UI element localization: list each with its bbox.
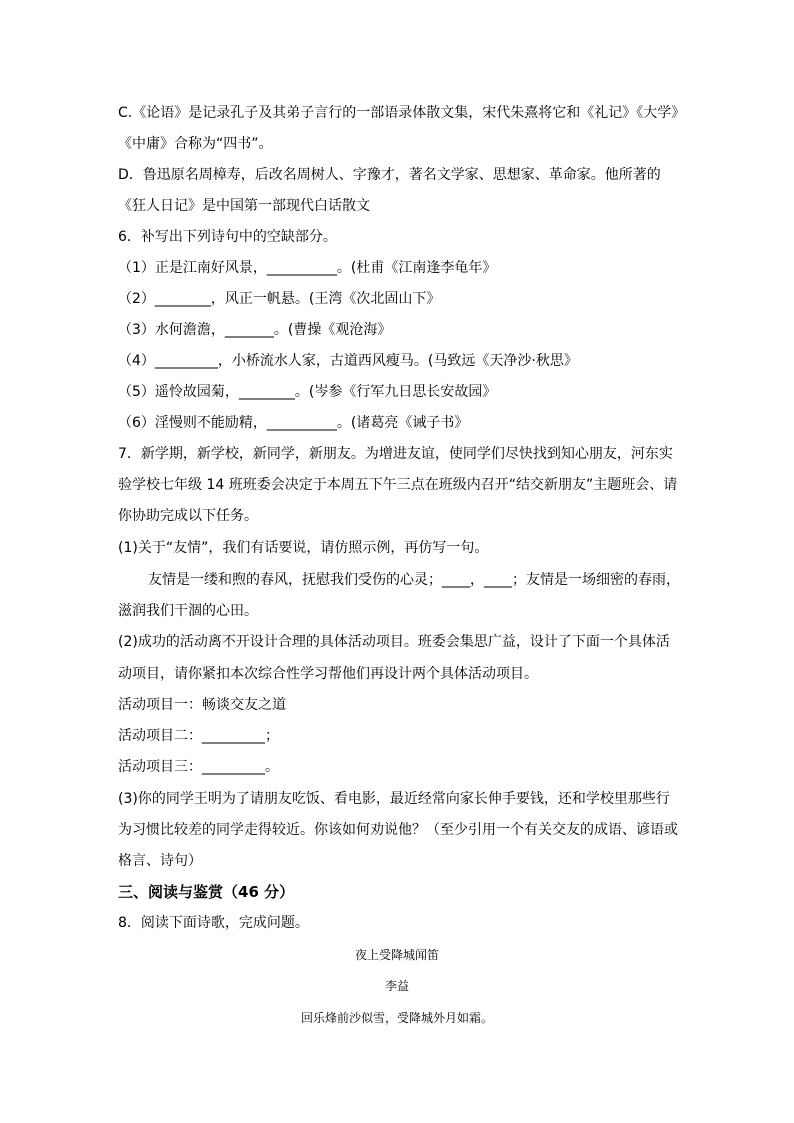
subtask-1: (1)关于“友情”，我们有话要说，请仿照示例，再仿写一句。 [118, 540, 489, 556]
text-line: 你协助完成以下任务。 [118, 508, 258, 524]
text-line: 为习惯比较差的同学走得较近。你该如何劝说他？（至少引用一个有关交友的成语、谚语或 [118, 822, 678, 838]
activity-item-3: 活动项目三：_________。 [118, 759, 279, 775]
poem-fill-3: （3）水何澹澹，_______。(曹操《观沧海》 [118, 322, 392, 338]
example-sentence: 友情是一缕和煦的春风，抚慰我们受伤的心灵；____，____；友情是一场细密的春雨， [148, 572, 680, 588]
section-heading: 三、阅读与鉴赏（46 分） [118, 883, 295, 901]
poem-author: 李益 [384, 979, 409, 993]
text-line: 动项目，请你紧扣本次综合性学习帮他们再设计两个具体活动项目。 [118, 666, 538, 682]
poem-fill-1: （1）正是江南好风景，__________。(杜甫《江南逢李龟年》 [118, 260, 497, 276]
poem-fill-6: （6）淫慢则不能励精，__________。(诸葛亮《诫子书》 [118, 415, 469, 431]
activity-item-1: 活动项目一：畅谈交友之道 [118, 697, 286, 713]
text-line: 格言、诗句） [118, 853, 202, 869]
activity-item-2: 活动项目二：_________； [118, 728, 279, 744]
poem-fill-2: （2）________，风正一帆悬。(王湾《次北固山下》 [118, 291, 441, 307]
text-line: 《中庸》合称为“四书”。 [118, 136, 273, 152]
text-line: 滋润我们干涸的心田。 [118, 603, 258, 619]
question-7-title: 7．新学期，新学校，新同学，新朋友。为增进友谊，使同学们尽快找到知心朋友，河东实 [118, 446, 673, 462]
text-line: C.《论语》是记录孔子及其弟子言行的一部语录体散文集，宋代朱熹将它和《礼记》《大学》 [118, 105, 686, 121]
subtask-3: (3)你的同学王明为了请朋友吃饭、看电影，最近经常向家长伸手要钱，还和学校里那些行 [118, 791, 670, 807]
text-line: D．鲁迅原名周樟寿，后改名周树人、字豫才，著名文学家、思想家、革命家。他所著的 [118, 167, 661, 183]
poem-fill-5: （5）遥怜故园菊，________。(岑参《行军九日思长安故园》 [118, 384, 497, 400]
poem-title: 夜上受降城闻笛 [354, 948, 439, 962]
text-line: 《狂人日记》是中国第一部现代白话散文 [118, 198, 370, 214]
text-line: 验学校七年级 14 班班委会决定于本周五下午三点在班级内召开“结交新朋友”主题班会、请 [118, 477, 678, 493]
question-6-title: 6．补写出下列诗句中的空缺部分。 [118, 229, 337, 245]
poem-fill-4: （4）_________，小桥流水人家，古道西风瘦马。(马致远《天净沙·秋思》 [118, 353, 578, 369]
subtask-2: (2)成功的活动离不开设计合理的具体活动项目。班委会集思广益，设计了下面一个具体活 [118, 634, 670, 650]
poem-line: 回乐烽前沙似雪，受降城外月如霜。 [300, 1011, 493, 1025]
question-8-title: 8．阅读下面诗歌，完成问题。 [118, 915, 309, 931]
